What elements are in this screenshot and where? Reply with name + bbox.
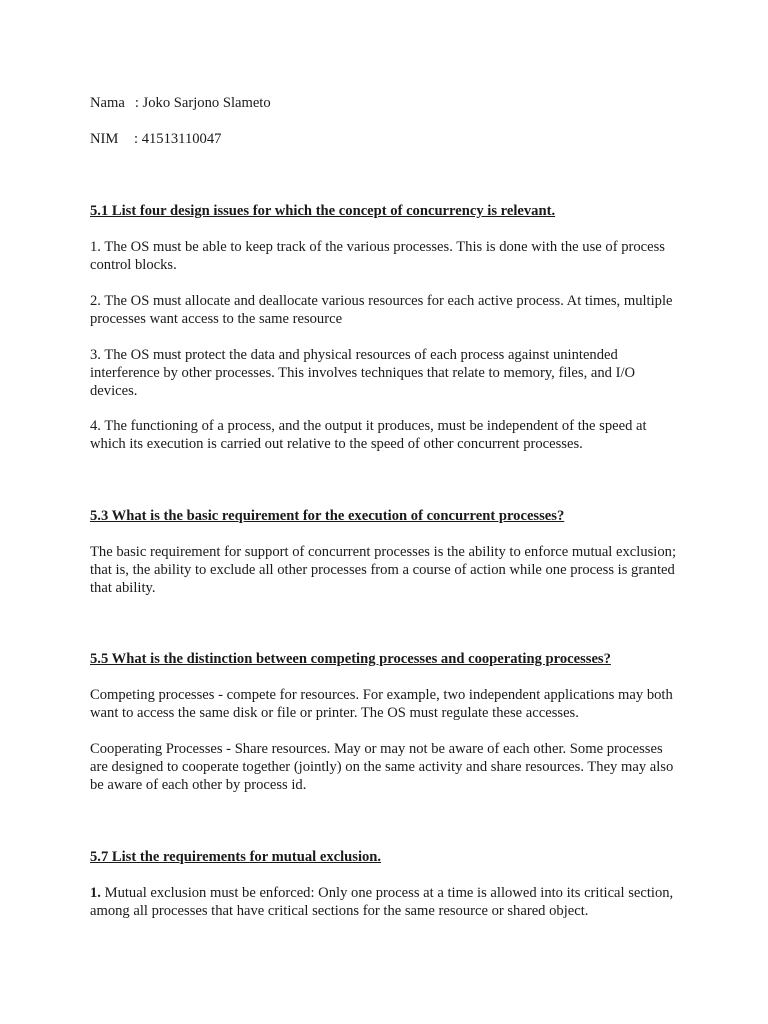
section-5-1-item-1: 1. The OS must be able to keep track of the various processes. This is done with the use of process control blocks. <box>90 239 665 273</box>
section-5-1-item-4: 4. The functioning of a process, and the output it produces, must be independent of the speed at which its execution is carried out relative to the speed of other concurrent processes. <box>90 418 647 452</box>
section-5-5-heading: 5.5 What is the distinction between competing processes and cooperating processes? <box>90 651 611 667</box>
section-5-5-paragraph-1: Competing processes - compete for resources. For example, two independent applications may both want to access the same disk or file or printer. The OS must regulate these accesses. <box>90 687 673 721</box>
nim-value: : 41513110047 <box>134 131 222 147</box>
section-5-5-paragraph-2: Cooperating Processes - Share resources. May or may not be aware of each other. Some processes are designed to cooperate together (jointly) on the same activity and share resources. They may also be aware of each other by process id. <box>90 741 674 793</box>
section-5-7-item-1-number: 1. <box>90 885 101 901</box>
section-5-1-item-3: 3. The OS must protect the data and physical resources of each process against unintended interference by other processes. This involves techniques that relate to memory, files, and I/O devices. <box>90 347 636 399</box>
section-5-7-item-1-text: Mutual exclusion must be enforced: Only one process at a time is allowed into its critical section, among all processes that have critical sections for the same resource or shared object. <box>90 885 674 919</box>
nim-label: NIM <box>90 131 119 147</box>
section-5-7-item-1 <box>90 884 680 920</box>
section-5-1-item-2: 2. The OS must allocate and deallocate various resources for each active process. At times, multiple processes want access to the same resource <box>90 293 673 327</box>
section-5-3-heading: 5.3 What is the basic requirement for the execution of concurrent processes? <box>90 508 565 524</box>
section-5-1-heading: 5.1 List four design issues for which the concept of concurrency is relevant. <box>90 203 556 219</box>
name-label: Nama <box>90 95 125 111</box>
section-5-7-heading: 5.7 List the requirements for mutual exclusion. <box>90 849 382 865</box>
student-nim-row <box>90 130 221 148</box>
name-value: : Joko Sarjono Slameto <box>134 95 271 111</box>
section-5-3-paragraph: The basic requirement for support of concurrent processes is the ability to enforce mutual exclusion; that is, the ability to exclude all other processes from a course of action while one process is granted that ability. <box>90 544 676 596</box>
student-name-row <box>90 94 271 112</box>
